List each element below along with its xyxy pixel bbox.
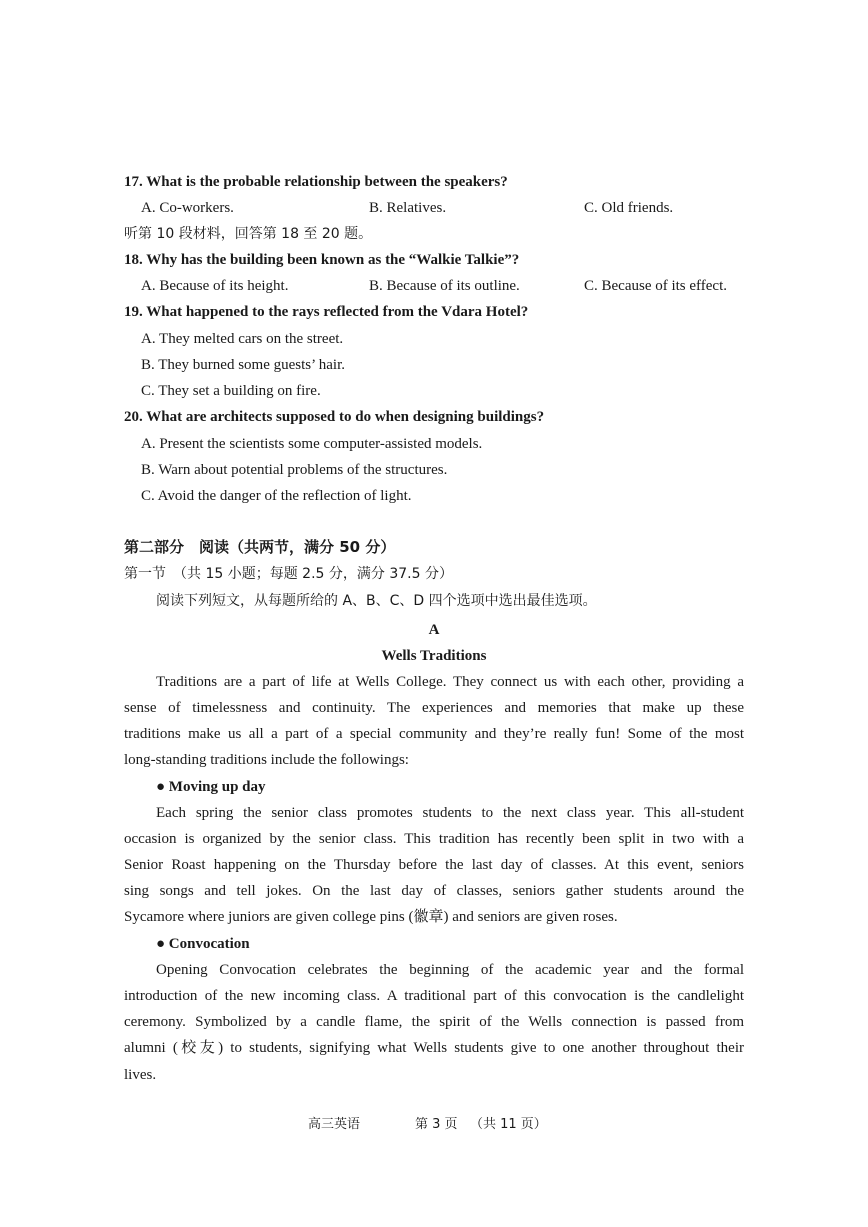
question-20-option-b: B. Warn about potential problems of the structures. [141,462,448,478]
intro-line-3: traditions make us all a part of a special community and they’re really fun! Some of the most [124,726,744,742]
question-20-option-c: C. Avoid the danger of the reflection of light. [141,488,412,504]
bullet-moving-up-day: ● Moving up day [156,779,266,795]
question-19-option-c: C. They set a building on fire. [141,383,321,399]
footer-total-pages: （共 11 页） [470,1117,547,1132]
convocation-line-3: ceremony. Symbolized by a candle flame, the spirit of the Wells connection is passed from [124,1014,744,1030]
footer-subject: 高三英语 [308,1117,361,1132]
question-20-option-a: A. Present the scientists some computer-assisted models. [141,436,483,452]
question-17-stem: 17. What is the probable relationship between the speakers? [124,174,508,190]
moving-up-line-4: sing songs and tell jokes. On the last day of classes, seniors gather students around the [124,883,744,899]
moving-up-line-3: Senior Roast happening on the Thursday before the last day of classes. At this event, seniors [124,857,744,873]
passage-title: Wells Traditions [381,648,487,664]
section-one-title: 第一节 （共 15 小题；每题 2.5 分，满分 37.5 分） [124,566,453,582]
question-19-stem: 19. What happened to the rays reflected from the Vdara Hotel? [124,304,529,320]
footer-page-number: 第 3 页 [415,1117,458,1132]
part-two-title: 第二部分 阅读（共两节，满分 50 分） [124,538,396,556]
reading-instructions: 阅读下列短文，从每题所给的 A、B、C、D 四个选项中选出最佳选项。 [156,593,597,609]
passage-letter: A [428,622,440,638]
question-18-option-c: C. Because of its effect. [584,278,728,294]
convocation-line-2: introduction of the new incoming class. A traditional part of this convocation is the candlelight [124,988,744,1004]
question-19-option-b: B. They burned some guests’ hair. [141,357,345,373]
moving-up-line-1: Each spring the senior class promotes students to the next class year. This all-student [156,805,744,821]
intro-line-4: long-standing traditions include the followings: [124,752,409,768]
section-10-intro: 听第 10 段材料，回答第 18 至 20 题。 [124,226,373,242]
bullet-convocation: ● Convocation [156,936,250,952]
intro-line-1: Traditions are a part of life at Wells College. They connect us with each other, providing a [156,674,744,690]
moving-up-line-5: Sycamore where juniors are given college pins (徽章) and seniors are given roses. [124,909,618,925]
question-20-stem: 20. What are architects supposed to do when designing buildings? [124,409,545,425]
question-17-option-b: B. Relatives. [369,200,447,216]
convocation-line-1: Opening Convocation celebrates the beginning of the academic year and the formal [156,962,744,978]
intro-line-2: sense of timelessness and continuity. The experiences and memories that make up these [124,700,744,716]
convocation-line-5: lives. [124,1067,157,1083]
moving-up-line-2: occasion is organized by the senior class. This tradition has recently been split in two with a [124,831,744,847]
question-17-option-a: A. Co-workers. [141,200,234,216]
question-17-option-c: C. Old friends. [584,200,674,216]
question-18-stem: 18. Why has the building been known as the “Walkie Talkie”? [124,252,520,268]
question-18-option-a: A. Because of its height. [141,278,289,294]
question-18-option-b: B. Because of its outline. [369,278,520,294]
question-19-option-a: A. They melted cars on the street. [141,331,344,347]
convocation-line-4: alumni (校友) to students, signifying what Wells students give to one another throughout their [124,1040,744,1056]
